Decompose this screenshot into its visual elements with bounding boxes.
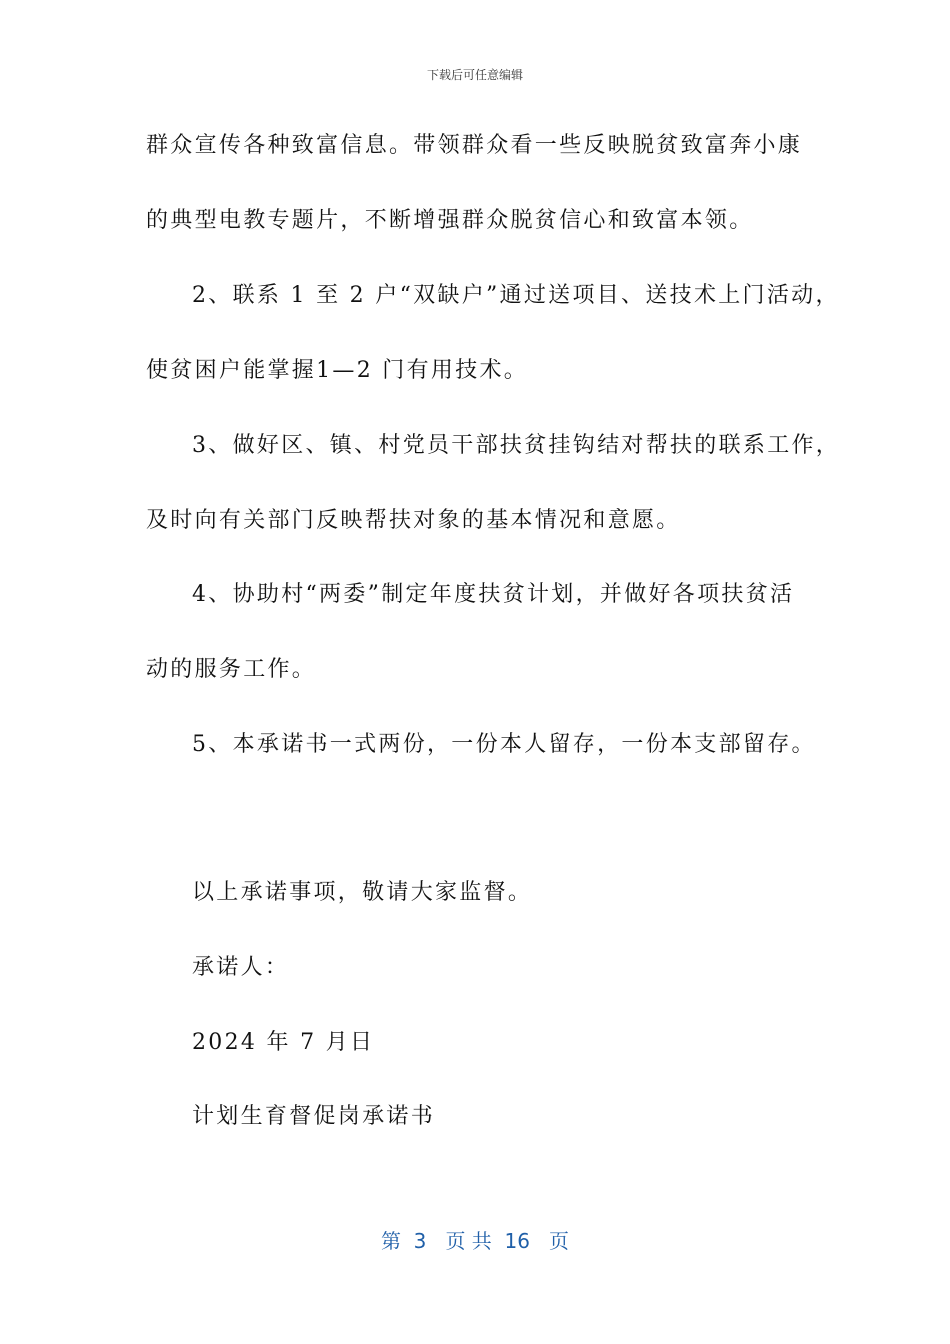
date-line: 2024 年 7 月日: [192, 1030, 375, 1055]
page-number-footer: 第 3 页 共 16 页: [380, 1229, 570, 1253]
paragraph-line: 4、协助村“两委”制定年度扶贫计划，并做好各项扶贫活: [192, 582, 795, 607]
paragraph-line: 5、本承诺书一式两份，一份本人留存，一份本支部留存。: [192, 732, 816, 757]
paragraph-line: 动的服务工作。: [146, 657, 317, 682]
paragraph-line: 使贫困户能掌握1—2 门有用技术。: [146, 358, 529, 383]
paragraph-line: 以上承诺事项，敬请大家监督。: [192, 880, 533, 905]
section-title: 计划生育督促岗承诺书: [192, 1104, 436, 1129]
paragraph-line: 及时向有关部门反映帮扶对象的基本情况和意愿。: [146, 508, 681, 533]
signature-label: 承诺人：: [192, 955, 290, 980]
paragraph-line: 3、做好区、镇、村党员干部扶贫挂钩结对帮扶的联系工作，: [192, 433, 841, 458]
paragraph-line: 2、联系 1 至 2 户“双缺户”通过送项目、送技术上门活动，: [192, 283, 840, 308]
paragraph-line: 群众宣传各种致富信息。带领群众看一些反映脱贫致富奔小康: [146, 133, 803, 158]
paragraph-line: 的典型电教专题片，不断增强群众脱贫信心和致富本领。: [146, 208, 754, 233]
page-header: 下载后可任意编辑: [426, 68, 523, 82]
